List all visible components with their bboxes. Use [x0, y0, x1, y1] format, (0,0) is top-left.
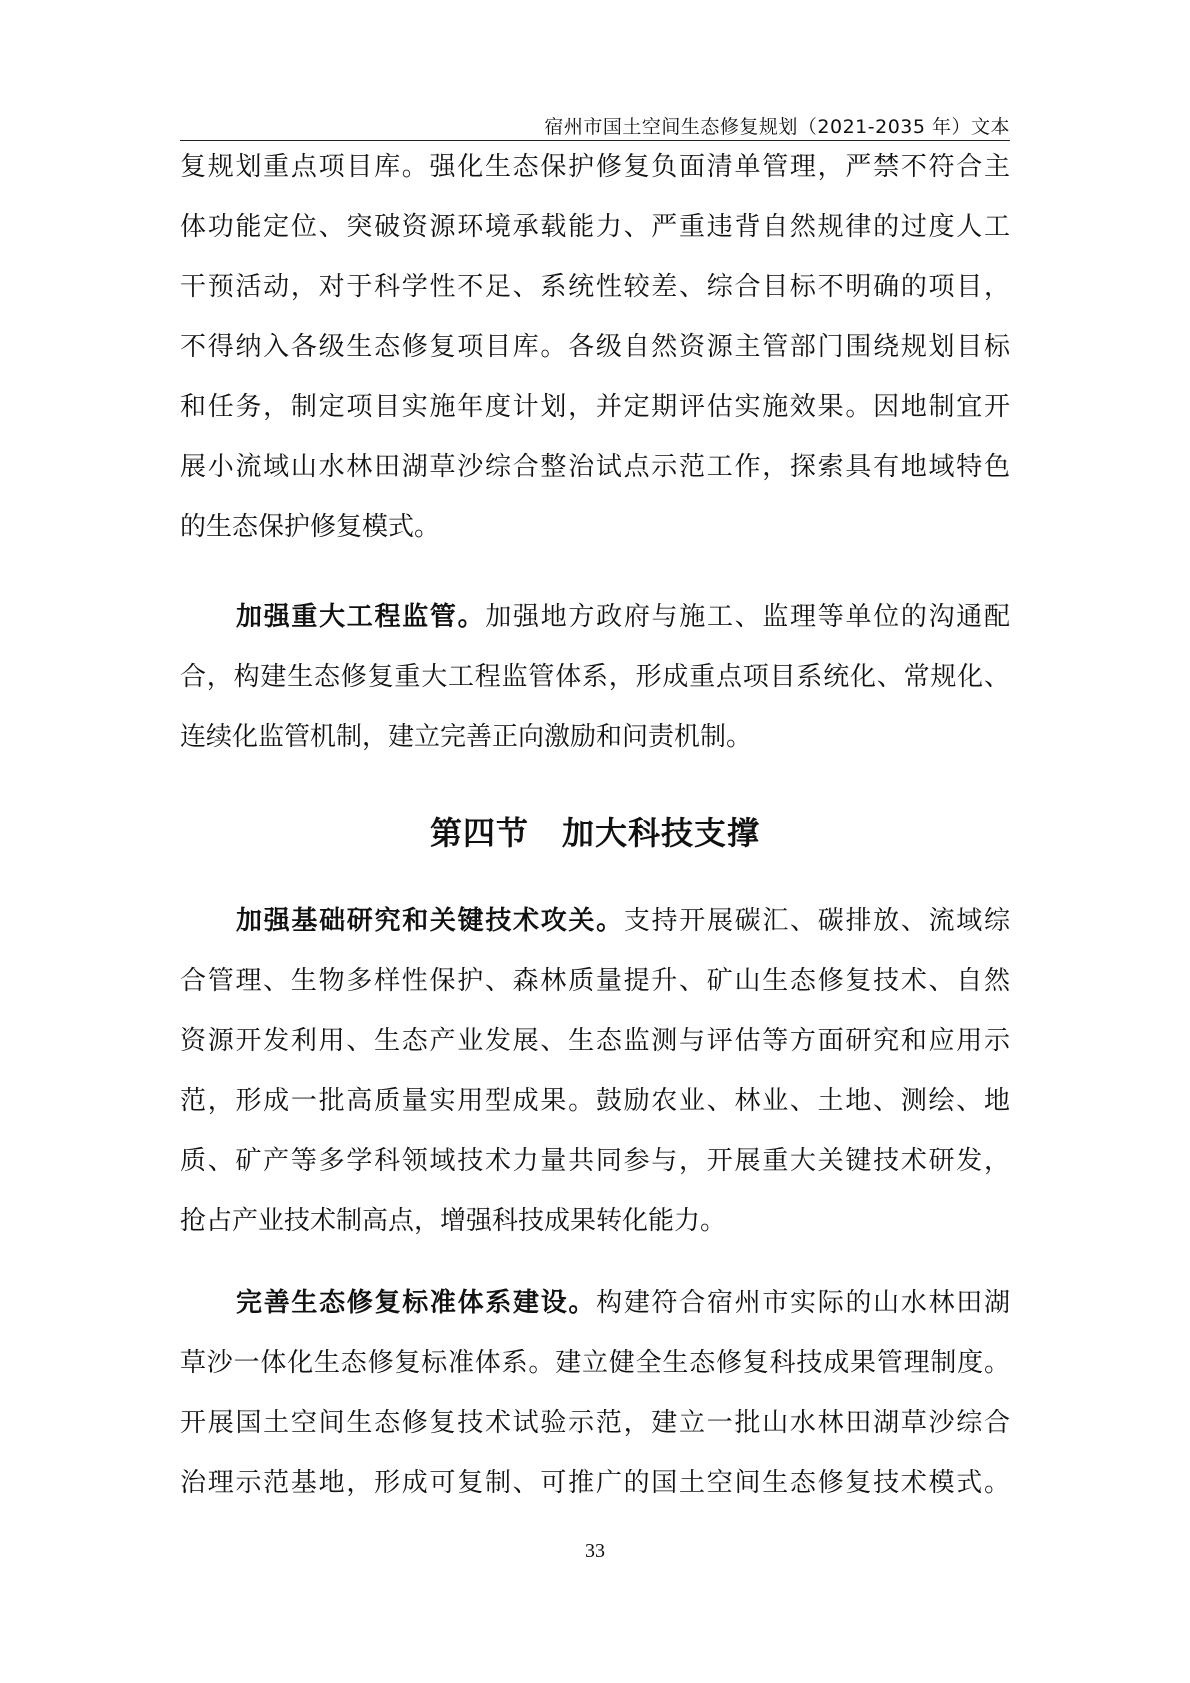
text-line: [236, 904, 1010, 938]
text-line: 治理示范基地，形成可复制、可推广的国土空间生态修复技术模式。: [180, 1468, 1010, 1498]
running-header: 宿州市国土空间生态修复规划（2021-2035 年）文本: [544, 116, 1010, 138]
text-line: 和任务，制定项目实施年度计划，并定期评估实施效果。因地制宜开: [180, 392, 1010, 422]
text-line: 开展国土空间生态修复技术试验示范，建立一批山水林田湖草沙综合: [180, 1408, 1010, 1438]
text-line: 合，构建生态修复重大工程监管体系，形成重点项目系统化、常规化、: [180, 662, 1010, 692]
text-line: 干预活动，对于科学性不足、系统性较差、综合目标不明确的项目，: [180, 272, 1010, 302]
text-line: 草沙一体化生态修复标准体系。建立健全生态修复科技成果管理制度。: [180, 1348, 1010, 1378]
section-title: 第四节 加大科技支撑: [429, 814, 760, 852]
text-line: 体功能定位、突破资源环境承载能力、严重违背自然规律的过度人工: [180, 212, 1010, 242]
paragraph-text: 加强地方政府与施工、监理等单位的沟通配: [485, 602, 1010, 632]
text-line: 复规划重点项目库。强化生态保护修复负面清单管理，严禁不符合主: [180, 152, 1010, 182]
header-rule: [180, 140, 1010, 141]
text-line: 的生态保护修复模式。: [180, 512, 441, 542]
text-line: 展小流域山水林田湖草沙综合整治试点示范工作，探索具有地域特色: [180, 452, 1010, 482]
text-line: 不得纳入各级生态修复项目库。各级自然资源主管部门围绕规划目标: [180, 332, 1010, 362]
text-line: [236, 1286, 1010, 1320]
paragraph-lead: 完善生态修复标准体系建设。: [236, 1288, 597, 1318]
paragraph-text: 支持开展碳汇、碳排放、流域综: [623, 906, 1010, 936]
text-line: 连续化监管机制，建立完善正向激励和问责机制。: [180, 722, 753, 752]
paragraph-lead: 加强基础研究和关键技术攻关。: [236, 906, 624, 936]
paragraph-text: 构建符合宿州市实际的山水林田湖: [596, 1288, 1010, 1318]
text-line: 资源开发利用、生态产业发展、生态监测与评估等方面研究和应用示: [180, 1026, 1010, 1056]
text-line: 范，形成一批高质量实用型成果。鼓励农业、林业、土地、测绘、地: [180, 1086, 1010, 1116]
paragraph-lead: 加强重大工程监管。: [236, 602, 486, 632]
text-line: [236, 600, 1010, 634]
text-line: 合管理、生物多样性保护、森林质量提升、矿山生态修复技术、自然: [180, 966, 1010, 996]
page-number: 33: [585, 1540, 605, 1562]
text-line: 抢占产业技术制高点，增强科技成果转化能力。: [180, 1206, 727, 1236]
text-line: 质、矿产等多学科领域技术力量共同参与，开展重大关键技术研发，: [180, 1146, 1010, 1176]
